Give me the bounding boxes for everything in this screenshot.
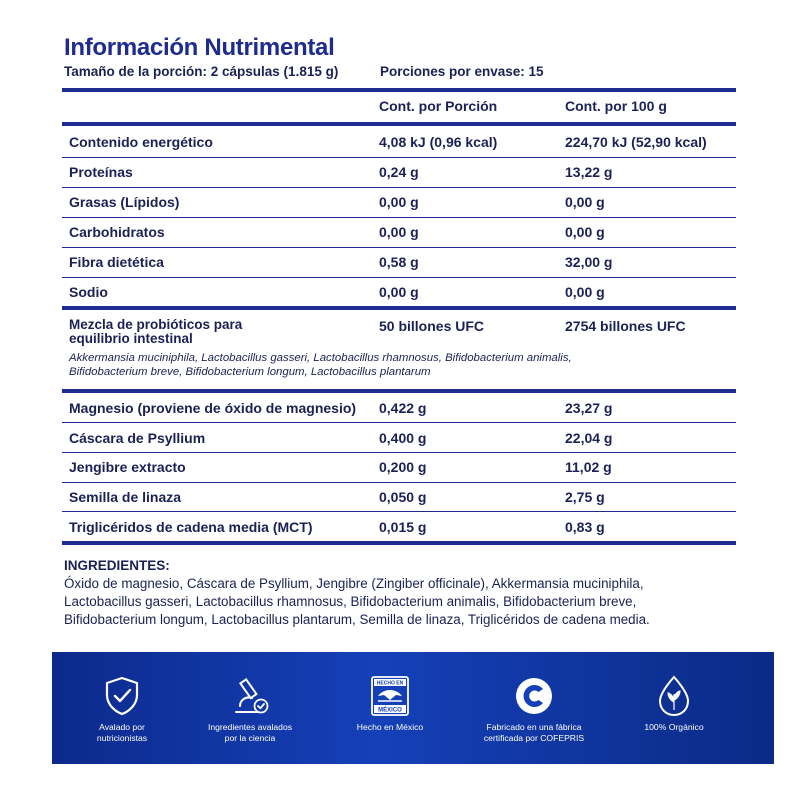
probiotic-mix-name: Mezcla de probióticos para equilibrio intestinal <box>69 317 243 346</box>
certification-banner <box>52 652 774 764</box>
column-header-per-100g: Cont. por 100 g <box>565 98 667 114</box>
table-row <box>62 157 736 187</box>
microscope-check-icon <box>228 674 272 718</box>
probiotic-mix-per-serving: 50 billones UFC <box>379 318 485 334</box>
component-per-serving: 0,200 g <box>379 459 427 475</box>
table-row <box>62 512 736 542</box>
nutrient-per-serving: 4,08 kJ (0,96 kcal) <box>379 134 498 150</box>
nutrient-per-serving: 0,58 g <box>379 254 419 270</box>
nutrient-name: Carbohidratos <box>69 224 165 240</box>
nutrient-name: Contenido energético <box>69 134 213 150</box>
probiotic-strains: Akkermansia muciniphila, Lactobacillus gasseri, Lactobacillus rhamnosus, Bifidobacterium animalis, Bifidobacterium breve, Bifidobacterium longum, Lactobacillus plantarum <box>69 352 572 378</box>
component-per-serving: 0,400 g <box>379 430 427 446</box>
nutrient-per-serving: 0,00 g <box>379 284 419 300</box>
serving-size: Tamaño de la porción: 2 cápsulas (1.815 g) <box>64 64 339 79</box>
column-header-per-serving: Cont. por Porción <box>379 98 498 114</box>
nutrient-per-serving: 0,24 g <box>379 164 419 180</box>
nutrient-name: Fibra dietética <box>69 254 164 270</box>
badge-made-in-mexico: HECHO EN MÉXICO Hecho en México <box>320 652 460 764</box>
component-per-serving: 0,015 g <box>379 519 427 535</box>
table-header-row <box>62 92 736 122</box>
component-name: Jengibre extracto <box>69 459 186 475</box>
mexico-seal-icon <box>368 674 412 718</box>
component-name: Semilla de linaza <box>69 489 182 505</box>
badge-organic: 100% Orgánico <box>604 652 744 764</box>
nutrient-name: Grasas (Lípidos) <box>69 194 180 210</box>
svg-text:HECHO EN: HECHO EN <box>376 680 404 687</box>
nutrient-per-100g: 0,00 g <box>565 194 605 210</box>
component-name: Triglicéridos de cadena media (MCT) <box>69 519 313 535</box>
nutrient-name: Proteínas <box>69 164 133 180</box>
section-rule <box>62 306 736 310</box>
probiotic-mix-per-100g: 2754 billones UFC <box>565 318 686 334</box>
table-row <box>62 393 736 423</box>
component-name: Cáscara de Psyllium <box>69 430 206 446</box>
nutrient-per-serving: 0,00 g <box>379 224 419 240</box>
table-row <box>62 423 736 453</box>
table-row <box>62 127 736 157</box>
nutrient-name: Sodio <box>69 284 108 300</box>
component-per-100g: 2,75 g <box>565 489 605 505</box>
servings-per-container: Porciones por envase: 15 <box>380 64 544 79</box>
table-row <box>62 187 736 217</box>
component-per-serving: 0,050 g <box>379 489 427 505</box>
table-row <box>62 247 736 277</box>
nutrient-per-100g: 13,22 g <box>565 164 613 180</box>
component-per-100g: 22,04 g <box>565 430 613 446</box>
nutrient-per-100g: 224,70 kJ (52,90 kcal) <box>565 134 707 150</box>
table-row <box>62 452 736 482</box>
leaf-drop-icon <box>652 674 696 718</box>
table-header-rule <box>62 122 736 126</box>
badge-science: Ingredientes avalados por la ciencia <box>180 652 320 764</box>
component-name: Magnesio (proviene de óxido de magnesio) <box>69 400 357 416</box>
nutrition-title: Información Nutrimental <box>64 34 335 61</box>
component-per-100g: 23,27 g <box>565 400 613 416</box>
cofepris-icon <box>512 674 556 718</box>
nutrient-per-100g: 0,00 g <box>565 224 605 240</box>
badge-cofepris: Fabricado en una fábrica certificada por COFEPRIS <box>464 652 604 764</box>
table-bottom-rule <box>62 541 736 545</box>
badge-nutritionists: Avalado por nutricionistas <box>52 652 192 764</box>
ingredients-text: Óxido de magnesio, Cáscara de Psyllium, Jengibre (Zingiber officinale), Akkermansia muciniphila, Lactobacillus gasseri, Lactobacillus rhamnosus, Bifidobacterium animalis, Bifidobacterium breve, Bifidobacterium longum, Lactobacillus plantarum, Semilla de linaza, Triglicéridos de cadena media. <box>64 576 650 627</box>
component-per-serving: 0,422 g <box>379 400 427 416</box>
shield-check-icon <box>100 674 144 718</box>
component-per-100g: 11,02 g <box>565 459 612 475</box>
nutrient-per-serving: 0,00 g <box>379 194 419 210</box>
table-row <box>62 217 736 247</box>
component-per-100g: 0,83 g <box>565 519 605 535</box>
table-row <box>62 482 736 512</box>
nutrient-per-100g: 0,00 g <box>565 284 605 300</box>
ingredients-title: INGREDIENTES: <box>64 558 170 573</box>
svg-text:MÉXICO: MÉXICO <box>378 707 402 714</box>
nutrient-per-100g: 32,00 g <box>565 254 613 270</box>
table-row <box>62 277 736 307</box>
